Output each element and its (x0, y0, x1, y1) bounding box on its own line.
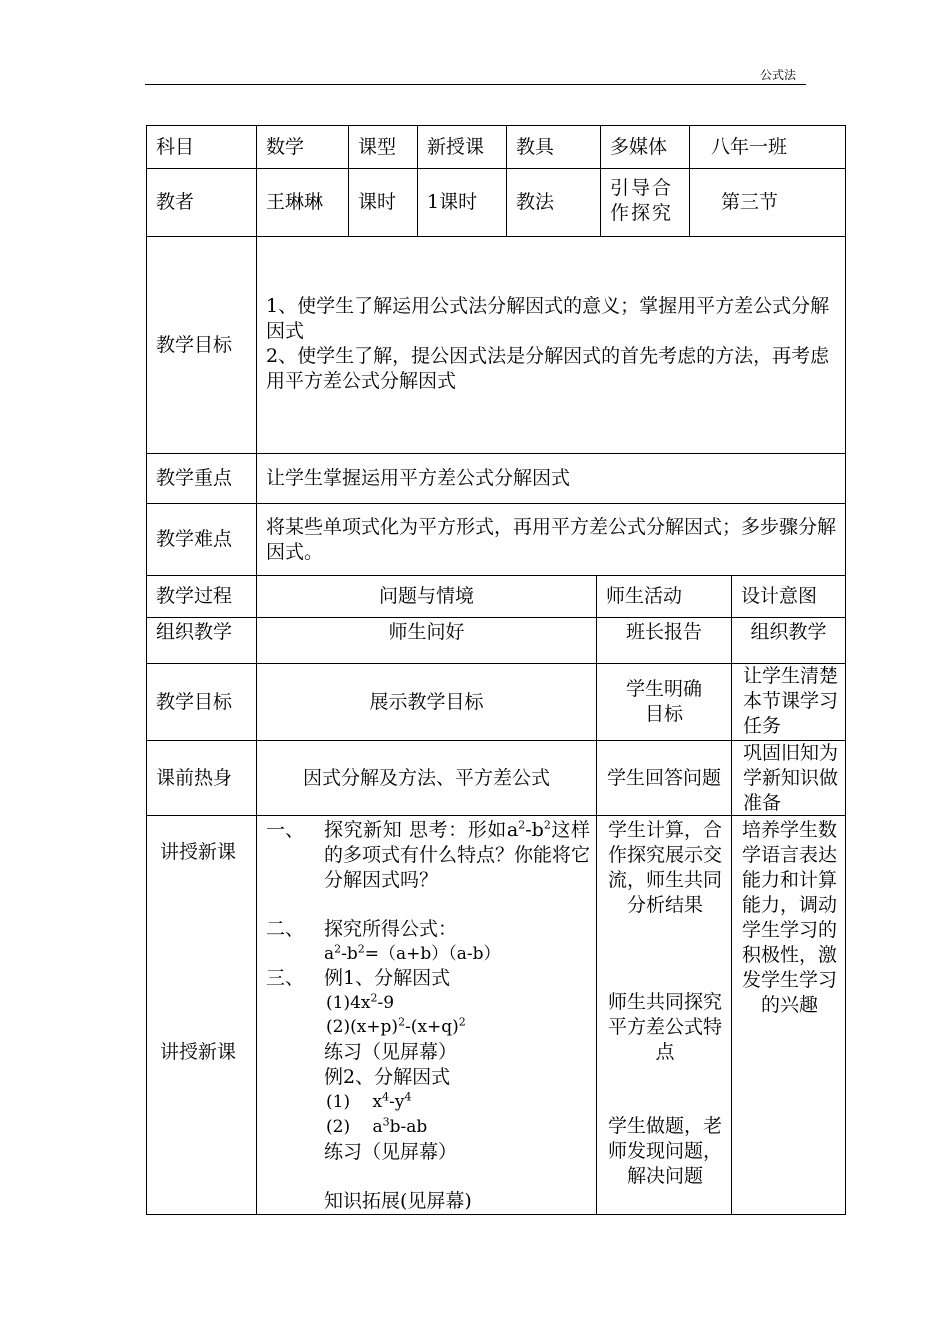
goal-2: 2、使学生了解，提公因式法是分解因式的首先考虑的方法，再考虑用平方差公式分解因式 (266, 345, 830, 392)
knowledge-extension: 知识拓展(见屏幕) (324, 1190, 472, 1212)
value-teaching-aids: 多媒体 (610, 135, 668, 158)
label-difficulty: 教学难点 (156, 528, 233, 550)
example-1-part-2: $(2)(x+p)^2-(x+q)^2$ (326, 1015, 466, 1037)
label-teaching-goals: 教学目标 (156, 333, 233, 356)
goal-1: 1、使学生了解运用公式法分解因式的意义；掌握用平方差公式分解因式 (266, 295, 830, 342)
activity-formula: 师生共同探究平方差公式特点 (607, 991, 722, 1063)
row-warmup-label: 课前热身 (156, 766, 233, 789)
row-warmup-situation: 因式分解及方法、平方差公式 (302, 766, 550, 789)
list-number-3: 三、 (266, 967, 305, 989)
value-teacher: 王琳琳 (266, 191, 324, 213)
row-organize-situation: 师生问好 (388, 621, 465, 643)
example-2-heading: 例2、分解因式 (324, 1066, 451, 1088)
difficulty-text: 将某些单项式化为平方形式，再用平方差公式分解因式；多步骤分解因式。 (266, 515, 837, 563)
teaching-goals-text (266, 294, 840, 404)
col-divider (506, 125, 507, 236)
row-goals-intent: 让学生清楚本节课学习任务 (743, 665, 839, 737)
label-periods: 课时 (358, 191, 397, 213)
example-2-part-2: (2) $a^3b-ab$ (326, 1115, 428, 1137)
row-organize-activity: 班长报告 (625, 621, 702, 643)
row-warmup-intent: 巩固旧知为学新知识做准备 (743, 742, 839, 814)
practice-1: 练习（见屏幕） (324, 1041, 458, 1063)
row-goals-activity: 学生明确目标 (625, 678, 702, 725)
header-rule (145, 84, 806, 85)
value-class: 八年一班 (711, 135, 788, 158)
activity-explore: 学生计算，合作探究展示交流，师生共同分析结果 (607, 819, 722, 916)
example-1-part-1: $(1)4x^2-9$ (326, 991, 395, 1013)
row-goals-situation: 展示教学目标 (369, 690, 484, 713)
activity-practice: 学生做题，老师发现问题，解决问题 (607, 1115, 722, 1187)
header-process: 教学过程 (156, 585, 233, 607)
label-teaching-aids: 教具 (516, 135, 555, 158)
table-border-right (845, 125, 846, 1215)
header-situation: 问题与情境 (378, 585, 474, 607)
derived-formula-heading: 探究所得公式： (324, 918, 458, 940)
value-lesson-type: 新授课 (427, 135, 485, 158)
row-organize-label: 组织教学 (156, 621, 233, 643)
table-border-left (146, 125, 147, 1215)
table-border-bottom (146, 1214, 846, 1215)
list-number-2: 二、 (266, 918, 305, 940)
row-warmup-activity: 学生回答问题 (606, 766, 721, 789)
label-subject: 科目 (156, 135, 195, 158)
col-divider (600, 125, 601, 236)
col-divider (689, 125, 690, 236)
value-section: 第三节 (721, 191, 779, 213)
header-activity: 师生活动 (606, 585, 683, 607)
row-divider (146, 617, 846, 618)
value-periods: 1课时 (427, 191, 478, 213)
explore-new-knowledge: 探究新知 思考：形如$a^2-b^2$这样的多项式有什么特点？你能将它分解因式吗？ (324, 818, 591, 891)
label-key-point: 教学重点 (156, 467, 233, 489)
value-method: 引导合作探究 (610, 177, 674, 224)
value-subject: 数学 (266, 135, 305, 158)
page-header-title: 公式法 (760, 68, 797, 82)
col-divider (348, 125, 349, 236)
col-divider (596, 575, 597, 1215)
key-point-text: 让学生掌握运用平方差公式分解因式 (266, 467, 571, 489)
header-intent: 设计意图 (741, 585, 818, 607)
label-method: 教法 (516, 191, 555, 213)
example-2-part-1: (1) $x^4-y^4$ (326, 1090, 412, 1112)
new-lesson-intent: 培养学生数学语言表达能力和计算能力，调动学生学习的积极性，激发学生学习的兴趣 (741, 819, 837, 1016)
col-divider (417, 125, 418, 236)
col-divider (731, 575, 732, 1215)
new-lesson-label-top: 讲授新课 (160, 841, 237, 863)
label-teacher: 教者 (156, 191, 195, 213)
row-divider (146, 815, 846, 816)
example-1-heading: 例1、分解因式 (324, 967, 451, 989)
practice-2: 练习（见屏幕） (324, 1141, 458, 1163)
difference-of-squares-formula: $a^2-b^2=(a+b)(a-b)$ (324, 942, 501, 964)
label-lesson-type: 课型 (358, 135, 397, 158)
row-organize-intent: 组织教学 (750, 621, 827, 643)
list-number-1: 一、 (266, 819, 305, 841)
row-goals-label: 教学目标 (156, 690, 233, 713)
new-lesson-label-bottom: 讲授新课 (160, 1041, 237, 1063)
